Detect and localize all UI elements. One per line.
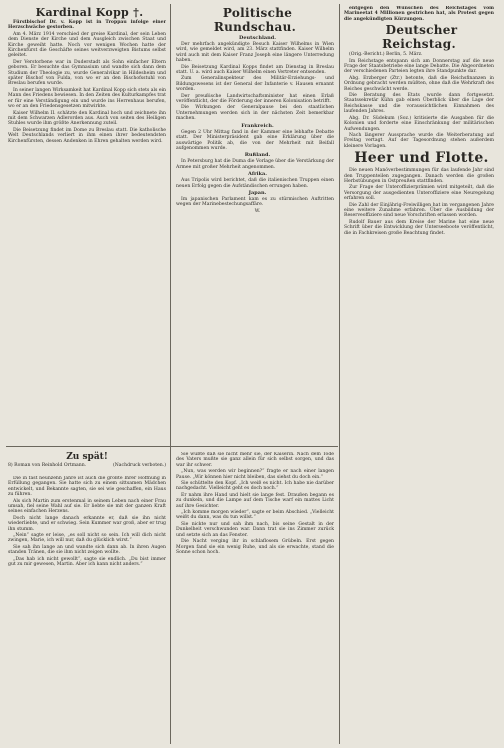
serial-column-1: [8, 476, 166, 744]
reichstag-paragraph: Abg. Dr. Südekum (Soz.) kritisierte die Ausgaben für die Kolonien und forderte eine Einschränkung der militärischen Aufwendungen.: [344, 115, 494, 132]
serial-paragraph: „Ich komme morgen wieder“, sagte er beim Abschied. „Vielleicht weißt du dann, was du tun willst.“: [176, 510, 334, 521]
serial-paragraph: Sie nickte nur und sah ihm nach, bis seine Gestalt in der Dunkelheit verschwunden war. Dann trat sie ins Zimmer zurück und setzte sich an das Fenster.: [176, 521, 334, 538]
kopp-paragraph: Kaiser Wilhelm II. schätzte den Kardinal hoch und zeichnete ihn mit dem Schwarzen Adlerorden aus. Auch von seiten des Heiligen Stuhles wurde ihm größte Anerkennung zuteil.: [8, 110, 166, 127]
serial-paragraph: Die Nacht verging ihr in schlaflosem Grübeln. Erst gegen Morgen fand sie ein wenig Ruhe, und als sie erwachte, stand die Sonne schon hoch.: [176, 539, 334, 555]
headline-deutscher-reichstag: Deutscher Reichstag.: [382, 23, 458, 52]
serial-paragraph: Sie sah ihn lange an und wandte sich dann ab. In ihren Augen standen Tränen, die sie ihm nicht zeigen wollte.: [8, 544, 166, 556]
reichstag-paragraph: Abg. Erzberger (Ztr.) betonte, daß die Reichsfinanzen in Ordnung gebracht werden müßten, ohne daß die Wehrkraft des Reiches geschwächt werde.: [344, 75, 494, 92]
kopp-paragraph: Die Beisetzung findet im Dome zu Breslau statt. Die katholische Welt Deutschlands verliert in ihm einen ihrer bedeutendsten Kirchenfürsten, dessen Andenken in Ehren gehalten werden wird.: [8, 127, 166, 144]
headline-heer-und-flotte: Heer und Flotte.: [354, 150, 489, 167]
serial-paragraph: Die in fast neunzehn Jahre ist auch die größte Ihrer Hoffnung in Erfüllung gegangen. Sie hatte sich zu einem sittsamen Mädchen entwickelt, und Bekannte sagten, sie sei wie geschaffen, ein Haus zu führen.: [8, 476, 166, 498]
reichstag-paragraph: Im Reichstage entspann sich am Donnerstag auf die neue Frage der Staatsbetriebe eine lange Debatte. Die Abgeordneten der verschiedenen Parteien legten ihre Standpunkte dar.: [344, 58, 494, 75]
serial-column-2: [176, 452, 334, 744]
serial-paragraph: Als sich Martin zum erstenmal in seinem Leben nach einer Frau umsah, fiel seine Wahl auf sie. Er liebte sie mit der ganzen Kraft seines einfachen Herzens.: [8, 498, 166, 515]
kopp-intro: Fürstbischof Dr. v. Kopp ist in Troppau infolge einer Herzschwäche gestorben.: [8, 20, 166, 31]
kopp-paragraph: Am 4. März 1914 verschied der greise Kardinal, der sein Leben dem Dienste der Kirche und dem Ausgleich zwischen Staat und Kirche geweiht hatte. Noch vor wenigen Wochen hatte der Kirchenfürst die Geschäfte seines weitverzweigten Bistums selbst geleitet.: [8, 31, 166, 59]
section-title: Afrika.: [248, 171, 267, 178]
marine-intro: entgegen den Wünschen des Reichstages vom Marineetat 4 Millionen gestrichen hat, als Protest gegen die angekündigten Kürzungen.: [344, 6, 494, 22]
kopp-paragraph: In seiner langen Wirksamkeit hat Kardinal Kopp sich stets als ein Mann des Friedens bewiesen. In den Zeiten des Kulturkampfes trat er für eine Verständigung ein und wurde ins Herrenhaus berufen, wo er an den Friedensgesetzen mitwirkte.: [8, 87, 166, 110]
column-signature: W.: [254, 208, 261, 214]
headline-kardinal-kopp: Kardinal Kopp †.: [35, 6, 144, 19]
news-item: Aus Tripolis wird berichtet, daß die italienischen Truppen einen neuen Erfolg gegen die Aufständischen errungen haben.: [176, 178, 334, 189]
serial-paragraph: Sie schüttelte den Kopf. „Ich weiß es nicht. Ich habe nie darüber nachgedacht. Vielleicht geht es doch noch.“: [176, 481, 334, 492]
serial-note: (Nachdruck verboten.): [113, 463, 166, 468]
dateline: (Orig.-Bericht.) Berlin, 5. März.: [349, 52, 423, 58]
serial-paragraph: „Nein“ sagte er leise, „es soll nicht so sein. Ich will dich nicht zwingen, Marie, ich will nur, daß du glücklich wirst.“: [8, 533, 166, 544]
serial-byline: [8, 463, 166, 469]
news-item: Die Wirkungen der Generalpause bei den staatlichen Unternehmungen werden sich in der nächsten Zeit bemerkbar machen.: [176, 105, 334, 122]
column-rule-1: [170, 4, 171, 744]
flotte-paragraph: Rudolf Bauer aus dem Kreise der Marine hat eine neue Schrift über die Entwicklung der Unterseeboote veröffentlicht, die in Fachkreisen große Beachtung findet.: [344, 219, 494, 236]
news-item: Der preußische Landwirtschaftsminister hat einen Erlaß veröffentlicht, der die Förderung der inneren Kolonisation betrifft.: [176, 93, 334, 105]
section-title: Japan.: [248, 189, 267, 196]
news-item: Die Beisetzung Kardinal Kopps findet am Dienstag in Breslau statt. U. a. wird auch Kaiser Wilhelm einen Vertreter entsenden.: [176, 64, 334, 76]
flotte-paragraph: Die Zahl der Einjährig-Freiwilligen hat im vergangenen Jahre eine weitere Zunahme erfahren. Über die Ausbildung der Reserveoffiziere sind neue Vorschriften erlassen worden.: [344, 202, 494, 219]
reichstag-paragraph: Nach längerer Aussprache wurde die Weiterberatung auf Freitag vertagt. Auf der Tagesordnung stehen außerdem kleinere Vorlagen.: [344, 132, 494, 149]
serial-paragraph: Er nahm ihre Hand und hielt sie lange fest. Draußen begann es zu dunkeln, und die Lampe auf dem Tische warf ein mattes Licht auf ihre Gesichter.: [176, 492, 334, 509]
serial-paragraph: „Nun, was werden wir beginnen?“ fragte er nach einer langen Pause. „Wir können hier nicht bleiben, das siehst du doch ein.“: [176, 469, 334, 480]
serial-author: 8) Roman von Reinhold Ortmann.: [8, 463, 87, 468]
section-title: Frankreich.: [241, 122, 274, 129]
column-rule-2: [339, 4, 340, 744]
reichstag-paragraph: Die Beratung des Etats wurde dann fortgesetzt. Staatssekretär Kühn gab einen Überblick über die Lage der Reichskasse und die voraussichtlichen Einnahmen des laufenden Jahres.: [344, 93, 494, 115]
serial-paragraph: Doch nicht lange danach erkannte er, daß sie ihn nicht wiederliebte, und er schwieg. Sein Kummer war groß, aber er trug ihn stumm.: [8, 515, 166, 532]
column-politische-rundschau: [176, 6, 334, 448]
section-title: Rußland.: [244, 152, 271, 159]
news-item: Der mehrfach angekündigte Besuch Kaiser Wilhelms in Wien wird, wie gemeldet wird, am 23. März stattfinden. Kaiser Wilhelm wird auch mit dem Kaiser Franz Joseph eine längere Unterredung haben.: [176, 42, 334, 64]
news-item: In Petersburg hat die Duma die Vorlage über die Verstärkung der Armee mit großer Mehrheit angenommen.: [176, 159, 334, 170]
flotte-paragraph: Zur Frage der Unteroffizierprämien wird mitgeteilt, daß die Versorgung der ausgedienten Unteroffiziere eine Neuregelung erfahren soll.: [344, 185, 494, 202]
serial-paragraph: „Das hab ich nicht gewollt“, sagte sie endlich. „Du bist immer gut zu mir gewesen, Martin. Aber ich kann nicht anders.“: [8, 556, 166, 568]
column-reichstag: [344, 6, 494, 748]
news-item: Gegen 2 Uhr Mittag fand in der Kammer eine lebhafte Debatte statt. Der Ministerpräsident gab eine Erklärung über die auswärtige Politik ab, die von der Mehrheit mit Beifall aufgenommen wurde.: [176, 129, 334, 151]
column-kardinal-kopp: [8, 6, 166, 448]
serial-paragraph: Sie wußte daß sie nicht mehr sie, der Kaiserin. Nach dem Tode des Vaters mußte sie ganz allein für sich selbst sorgen, und das war ihr schwer.: [176, 452, 334, 468]
serial-title: Zu spät!: [66, 452, 108, 462]
news-item: Im japanischen Parlament kam es zu stürmischen Auftritten wegen der Marinebestechungsaffäre.: [176, 196, 334, 208]
serial-header: [8, 452, 166, 469]
headline-politische-rundschau: Politische Rundschau.: [213, 6, 297, 34]
section-title: Deutschland.: [239, 35, 276, 41]
kopp-paragraph: Der Verstorbene war in Duderstadt als Sohn einfacher Eltern geboren. Er besuchte das Gymnasium und wandte sich dann dem Studium der Theologie zu, wurde Generalvikar in Hildesheim und später Bischof von Fulda, von wo er an den Bischofsstuhl von Breslau berufen wurde.: [8, 59, 166, 87]
news-item: Zum Generalinspekteur des Militär-Erziehungs- und Bildungswesens ist der General der Infanterie v. Hausen ernannt worden.: [176, 76, 334, 93]
flotte-paragraph: Die neuen Manöverbestimmungen für das laufende Jahr sind den Truppenteilen zugegangen. Danach werden die großen Herbstübungen in Ostpreußen stattfinden.: [344, 168, 494, 184]
